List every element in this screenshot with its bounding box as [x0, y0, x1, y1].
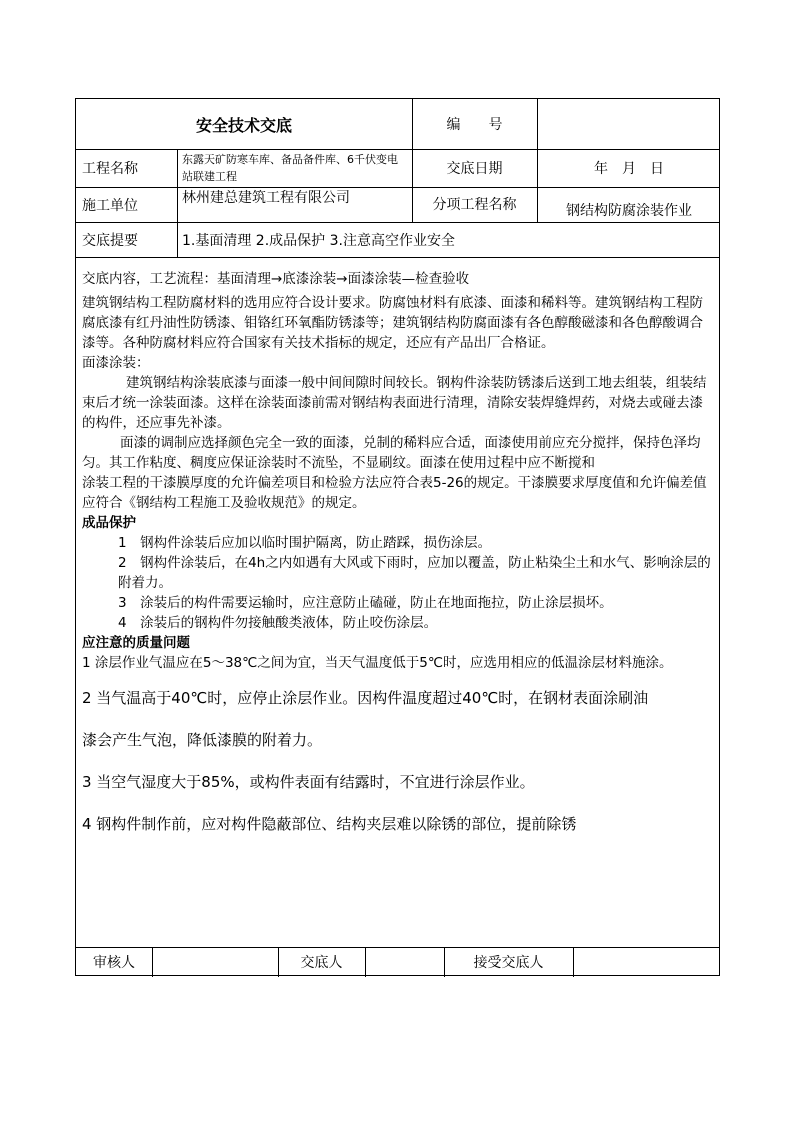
paragraph-thickness: 涂装工程的干漆膜厚度的允许偏差项目和检验方法应符合表5-26的规定。干漆膜要求厚度值和允许偏差值应符合《钢结构工程施工及验收规范》的规定。	[82, 475, 707, 511]
number-label: 编 号	[446, 117, 503, 133]
date-value: 年 月 日	[594, 161, 664, 177]
quality-item: 1 涂层作业气温应在5～38℃之间为宜，当天气温度低于5℃时，应选用相应的低温涂层材料施涂。	[82, 655, 673, 671]
content-heading-prefix: 交底内容，工艺流程：	[82, 271, 217, 287]
project-name-value: 东露天矿防寒车库、备品备件库、6千伏变电站联建工程	[182, 153, 398, 183]
paragraph-materials: 建筑钢结构工程防腐材料的选用应符合设计要求。防腐蚀材料有底漆、面漆和稀料等。建筑钢结构工程防腐底漆有红丹油性防锈漆、钼铬红环氧酯防锈漆等；建筑钢结构防腐面漆有各色醇酸磁漆和各色醇酸调合漆等。各种防腐材料应符合国家有关技术指标的规定，还应有产品出厂合格证。	[82, 295, 703, 351]
quality-item: 3 当空气湿度大于85%，或构件表面有结露时，不宜进行涂层作业。	[82, 773, 535, 791]
paragraph-topcoat-interval: 建筑钢结构涂装底漆与面漆一般中间间隙时间较长。钢构件涂装防锈漆后送到工地去组装，组装结束后才统一涂装面漆。这样在涂装面漆前需对钢结构表面进行清理，清除安装焊缝焊药，对烧去或碰去漆的构件，还应事先补漆。	[82, 375, 707, 431]
disclosure-content	[82, 267, 712, 835]
paragraph-topcoat-mixing: 面漆的调制应选择颜色完全一致的面漆，兑制的稀料应合适，面漆使用前应充分搅拌，保持色泽均匀。其工作粘度、稠度应保证涂装时不流坠，不显刷纹。面漆在使用过程中应不断搅和	[82, 435, 701, 471]
summary-label: 交底提要	[82, 232, 138, 249]
reviewer-label: 审核人	[93, 955, 135, 971]
protection-item: 2 钢构件涂装后，在4h之内如遇有大风或下雨时，应加以覆盖，防止粘染尘土和水气、影响涂层的附着力。	[118, 555, 711, 591]
quality-title: 应注意的质量问题	[82, 635, 190, 651]
sub-project-label: 分项工程名称	[432, 196, 517, 213]
protection-item: 3 涂装后的构件需要运输时，应注意防止磕碰，防止在地面拖拉，防止涂层损坏。	[118, 595, 613, 611]
quality-item: 4 钢构件制作前，应对构件隐蔽部位、结构夹层难以除锈的部位，提前除锈	[82, 815, 577, 833]
protection-item: 1 钢构件涂装后应加以临时围护隔离，防止踏踩，损伤涂层。	[118, 535, 492, 551]
col-divider	[365, 947, 366, 977]
col-divider	[152, 947, 153, 977]
content-heading	[82, 269, 712, 289]
row-divider	[76, 257, 719, 258]
form-title: 安全技术交底	[195, 115, 292, 135]
col-divider	[177, 149, 178, 257]
quality-item: 漆会产生气泡，降低漆膜的附着力。	[82, 731, 323, 749]
sub-project-value: 钢结构防腐涂装作业	[566, 202, 692, 219]
construction-unit-label: 施工单位	[82, 197, 138, 214]
quality-item: 2 当气温高于40℃时，应停止涂层作业。因构件温度超过40℃时，在钢材表面涂刷油	[82, 689, 649, 707]
construction-unit-value: 林州建总建筑工程有限公司	[182, 190, 350, 206]
process-flow: 基面清理→底漆涂装→面漆涂装—检查验收	[217, 271, 470, 287]
disclosure-form	[75, 98, 720, 976]
receiver-label: 接受交底人	[473, 955, 544, 971]
number-value	[537, 99, 721, 149]
summary-value: 1.基面清理 2.成品保护 3.注意高空作业安全	[182, 232, 455, 249]
discloser-label: 交底人	[300, 955, 343, 971]
date-label: 交底日期	[446, 161, 503, 177]
topcoat-title: 面漆涂装：	[82, 355, 150, 371]
protection-title: 成品保护	[82, 515, 136, 531]
project-name-label: 工程名称	[82, 161, 138, 177]
col-divider	[573, 947, 574, 977]
protection-item: 4 涂装后的钢构件勿接触酸类液体，防止咬伤涂层。	[118, 615, 438, 631]
row-divider	[76, 947, 719, 948]
